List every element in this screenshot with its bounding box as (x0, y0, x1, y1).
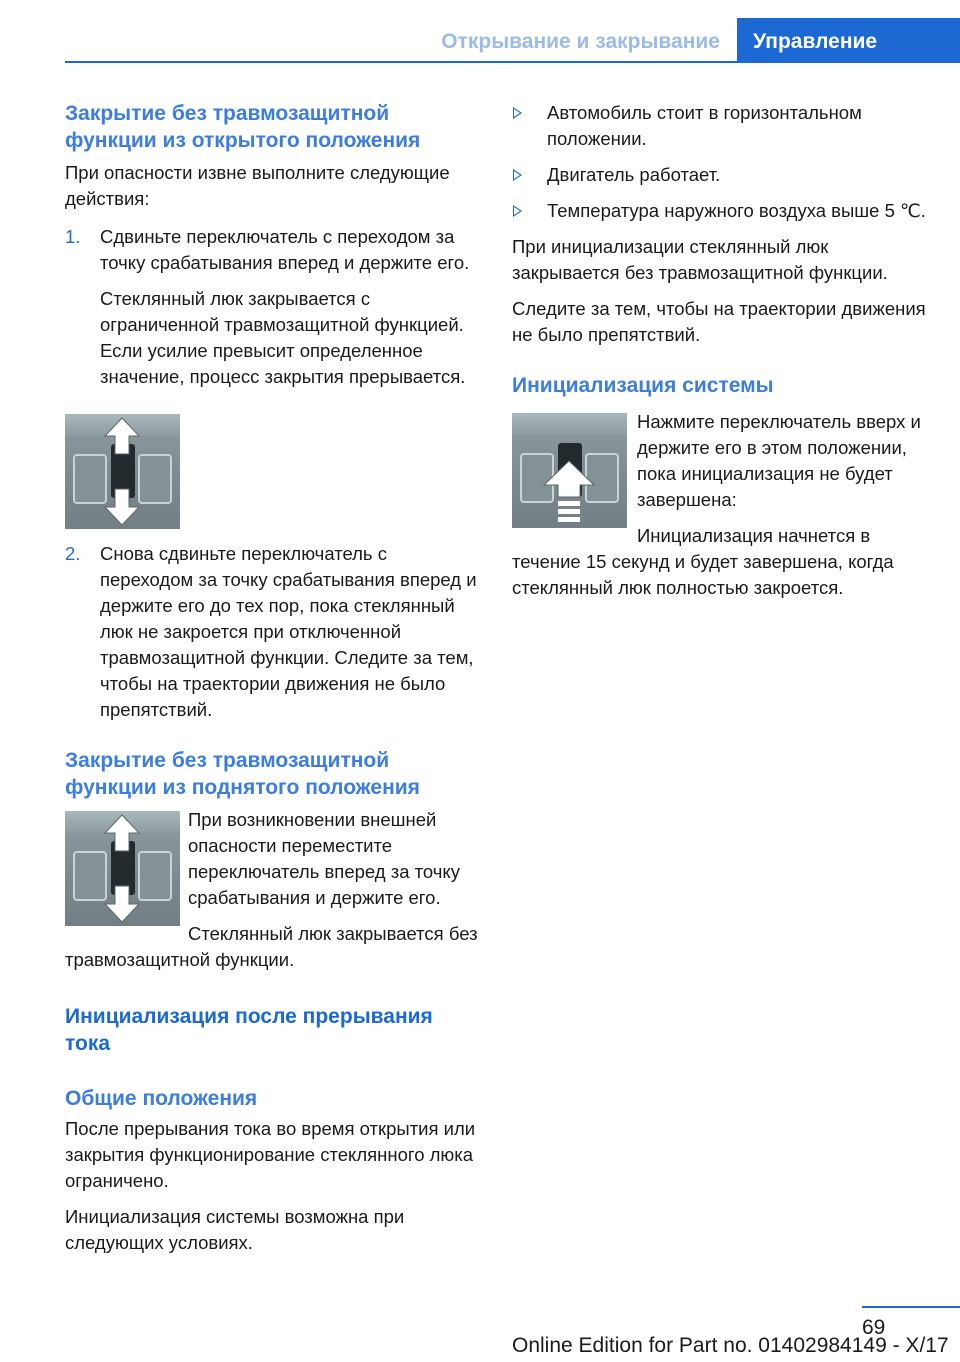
footer-rule (862, 1306, 960, 1308)
raised-text: При возникновении внешней опасности переместите переключатель вперед за точку срабатывания и держите его. (188, 809, 460, 908)
step-2-number: 2. (65, 543, 81, 564)
heading-system-init: Инициализация системы (512, 374, 774, 397)
up-arrow-icon (512, 413, 627, 528)
double-arrow-icon (65, 414, 180, 529)
switch-image-raised (65, 811, 180, 926)
heading-closing-open: Закрытие без травмозащитной функции из открытого положения (65, 102, 421, 152)
system-init-note: Инициализация начнется в течение 15 секунд и будет завершена, когда стеклянный люк полностью закроется. (512, 525, 894, 598)
condition-item (512, 198, 932, 224)
switch-image-double-arrow (65, 414, 180, 529)
online-edition-text: Online Edition for Part no. 01402984149 - X/17 (512, 1334, 949, 1357)
general-text: После прерывания тока во время открытия или закрытия функционирование стеклянного люка ограничено. (65, 1118, 476, 1191)
heading-general: Общие положения (65, 1087, 258, 1110)
bullet-triangle-icon (513, 169, 522, 181)
header-chapter-label: Управление (753, 30, 878, 53)
init-text: При инициализации стеклянный люк закрывается без травмозащитной функции. (512, 236, 888, 283)
header-rule (65, 61, 960, 63)
step-1 (65, 224, 480, 390)
intro-text: При опасности извне выполните следующие действия: (65, 162, 450, 209)
page-number: 69 (862, 1316, 886, 1339)
header-section-title: Открывание и закрывание (441, 30, 720, 53)
step-2-text: Снова сдвиньте переключатель с переходом за точку срабатывания вперед и держите его до тех пор, пока стеклянный люк не закроется при отключенной травмозащитной функции. Следите за тем, чтобы на траектории движения не было препятствий. (100, 543, 477, 720)
header-chapter-tab (737, 18, 960, 62)
left-column (65, 100, 480, 1256)
condition-text: Температура наружного воздуха выше 5 ℃. (547, 200, 926, 221)
general-text-2: Инициализация системы возможна при следующих условиях. (65, 1206, 405, 1253)
raised-note: Стеклянный люк закрывается без травмозащитной функции. (65, 923, 478, 970)
double-arrow-icon (65, 811, 180, 926)
system-init-block (512, 409, 932, 601)
condition-item (512, 100, 932, 152)
raised-block (65, 807, 480, 973)
step-2 (65, 541, 480, 723)
step-1-number: 1. (65, 226, 81, 247)
system-init-text: Нажмите переключатель вверх и держите его в этом положении, пока инициализация не будет завершена: (637, 411, 921, 510)
watch-text: Следите за тем, чтобы на траектории движения не было препятствий. (512, 298, 926, 345)
right-column (512, 100, 932, 601)
heading-init-after-power-loss: Инициализация после прерывания тока (65, 1005, 433, 1055)
switch-image-up (512, 413, 627, 528)
condition-text: Двигатель работает. (547, 164, 721, 185)
step-1-text: Сдвиньте переключатель с переходом за точку срабатывания вперед и держите его. (100, 226, 470, 273)
heading-closing-raised: Закрытие без травмозащитной функции из поднятого положения (65, 749, 420, 799)
bullet-triangle-icon (513, 205, 522, 217)
condition-item (512, 162, 932, 188)
condition-text: Автомобиль стоит в горизонтальном положении. (547, 102, 862, 149)
bullet-triangle-icon (513, 107, 522, 119)
step-1-note: Стеклянный люк закрывается с ограниченной травмозащитной функцией. Если усилие превысит определенное значение, процесс закрытия прерывается. (100, 288, 466, 387)
